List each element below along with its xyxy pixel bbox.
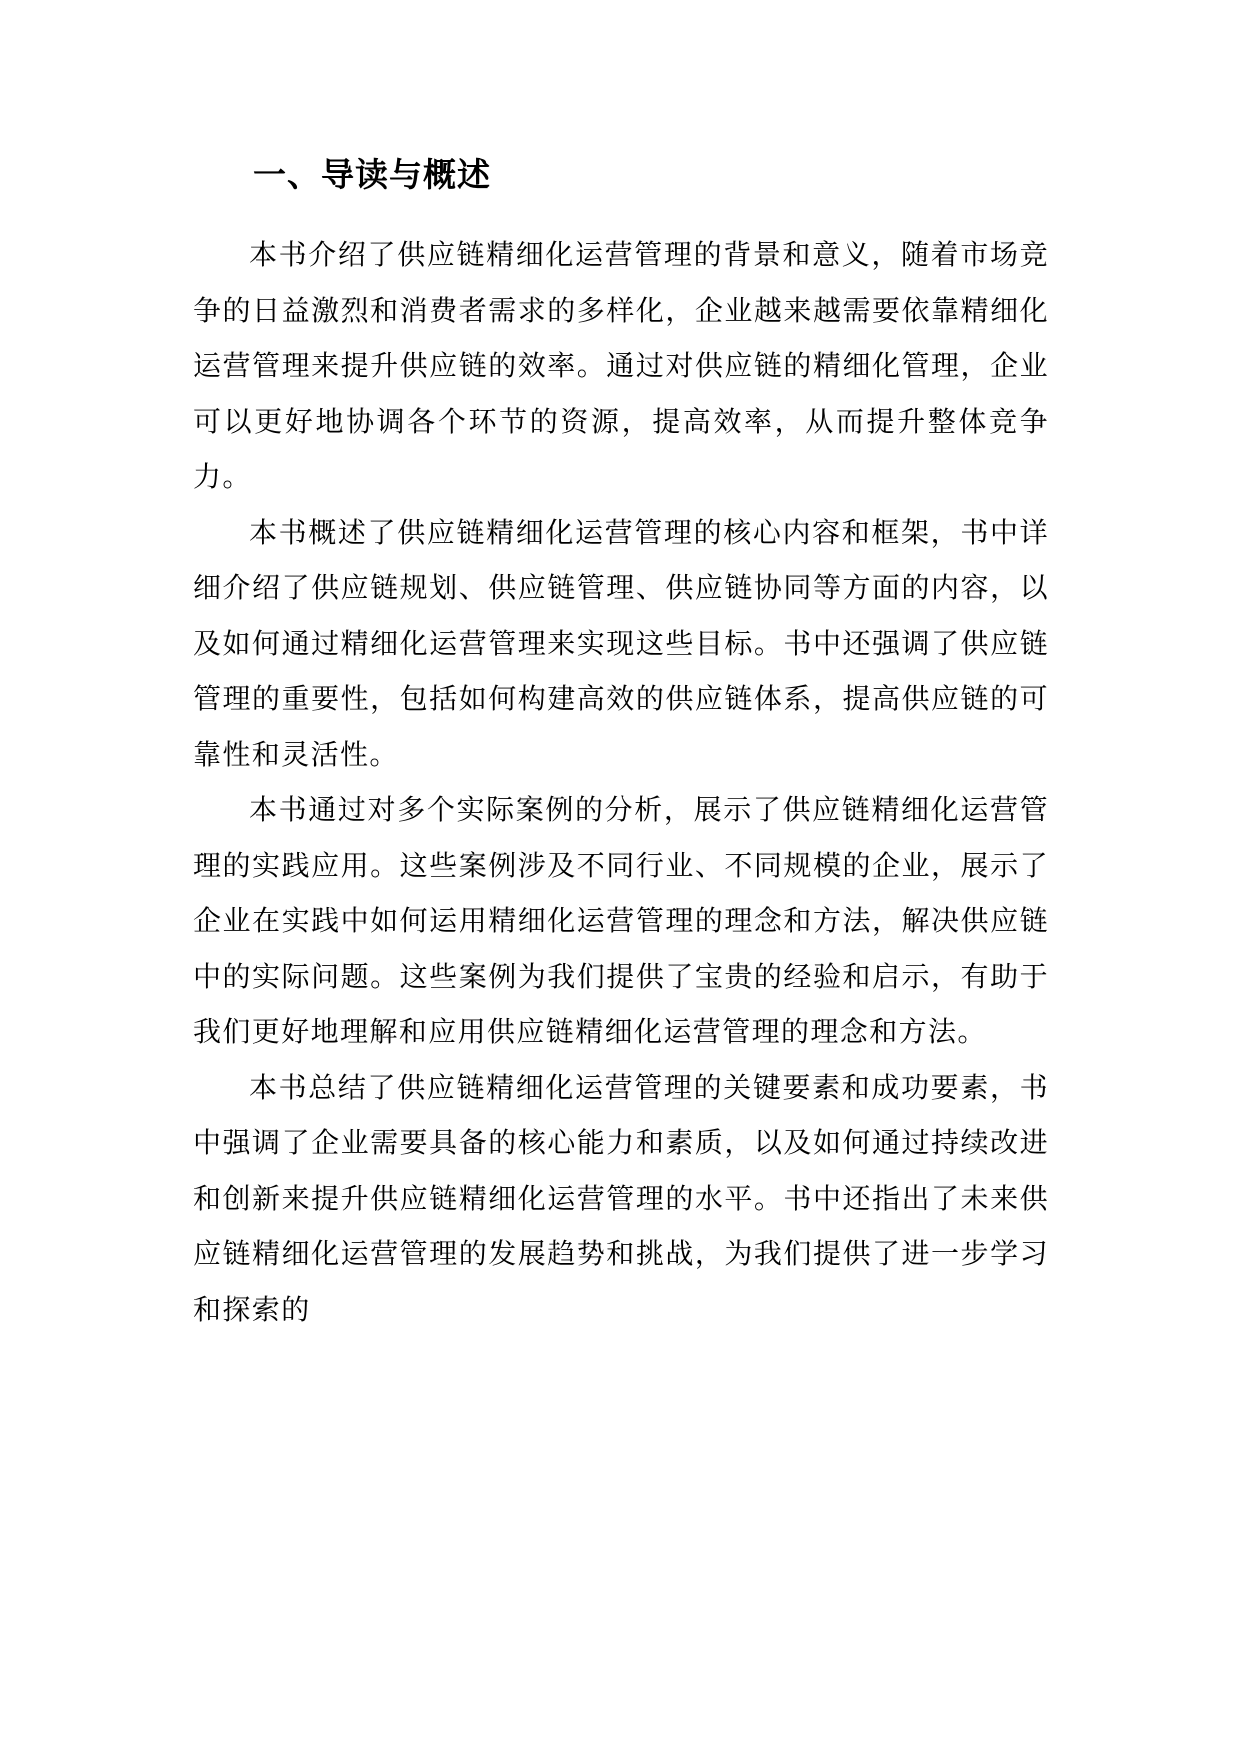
section-heading: 一、导读与概述	[253, 155, 491, 194]
paragraph-background: 本书介绍了供应链精细化运营管理的背景和意义，随着市场竞争的日益激烈和消费者需求的多样化，企业越来越需要依靠精细化运营管理来提升供应链的效率。通过对供应链的精细化管理，企业可以更好地协调各个环节的资源，提高效率，从而提升整体竞争力。	[193, 238, 1049, 493]
body-text	[193, 227, 1049, 1337]
paragraph-summary: 本书总结了供应链精细化运营管理的关键要素和成功要素，书中强调了企业需要具备的核心能力和素质，以及如何通过持续改进和创新来提升供应链精细化运营管理的水平。书中还指出了未来供应链精细化运营管理的发展趋势和挑战，为我们提供了进一步学习和探索的	[193, 1070, 1049, 1326]
paragraph-overview: 本书概述了供应链精细化运营管理的核心内容和框架，书中详细介绍了供应链规划、供应链管理、供应链协同等方面的内容，以及如何通过精细化运营管理来实现这些目标。书中还强调了供应链管理的重要性，包括如何构建高效的供应链体系，提高供应链的可靠性和灵活性。	[193, 515, 1049, 771]
paragraph-cases: 本书通过对多个实际案例的分析，展示了供应链精细化运营管理的实践应用。这些案例涉及不同行业、不同规模的企业，展示了企业在实践中如何运用精细化运营管理的理念和方法，解决供应链中的实际问题。这些案例为我们提供了宝贵的经验和启示，有助于我们更好地理解和应用供应链精细化运营管理的理念和方法。	[193, 793, 1049, 1048]
